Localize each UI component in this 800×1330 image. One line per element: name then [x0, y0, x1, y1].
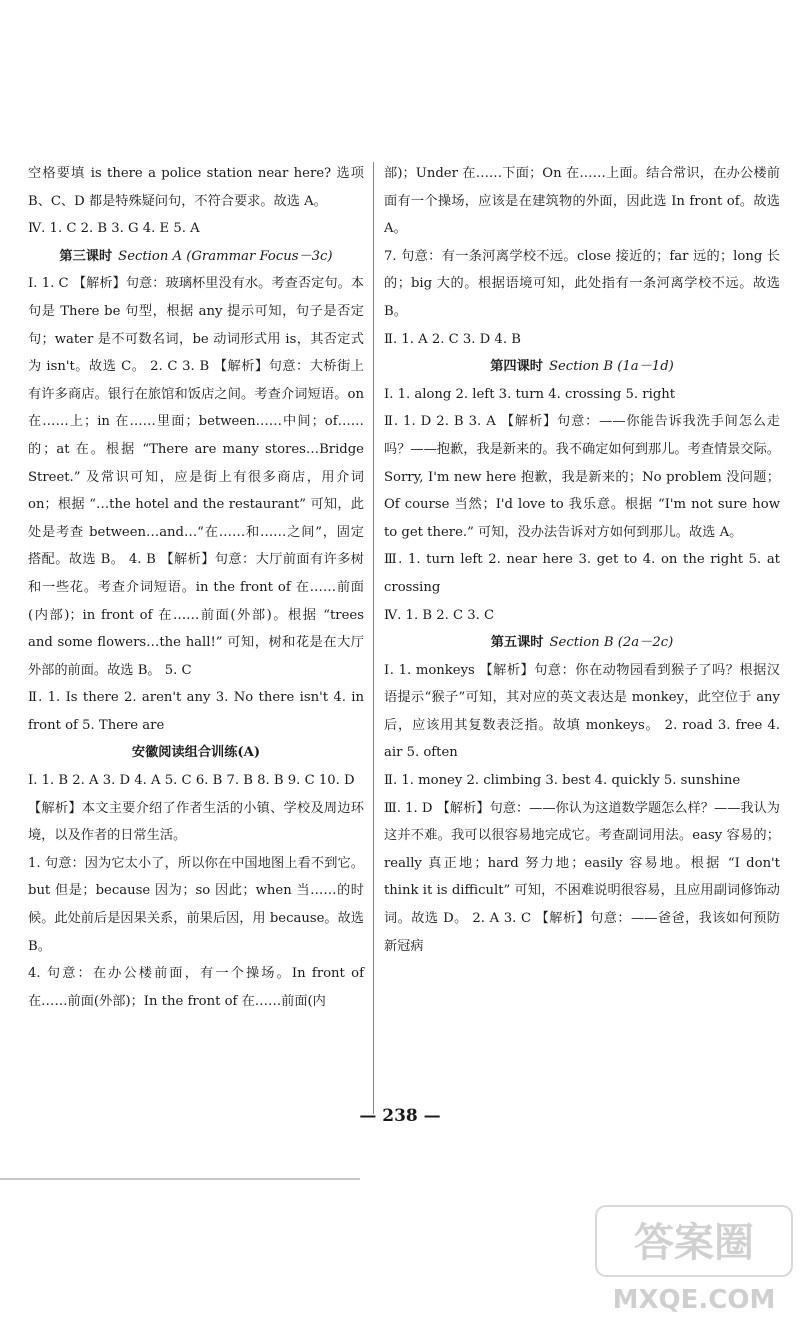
- section-heading-subtitle: Section A (Grammar Focus－3c): [118, 248, 333, 264]
- answer-paragraph: Ⅰ. 1. monkeys 【解析】句意：你在动物园看到猴子了吗？根据汉语提示“猴子”可知，其对应的英文表达是 monkey，此空位于 any 后，应该用其复数表泛指。故填 monkeys。 2. road 3. free 4. air 5. often: [384, 662, 780, 761]
- answer-paragraph: 部)；Under 在……下面；On 在……上面。结合常识，在办公楼前面有一个操场，应该是在建筑物的外面，因此选 In front of。故选 A。: [384, 166, 780, 237]
- footer-rule: [0, 1178, 360, 1180]
- answer-paragraph: Ⅰ. 1. along 2. left 3. turn 4. crossing 5. right: [384, 386, 676, 402]
- answer-paragraph: 【解析】本文主要介绍了作者生活的小镇、学校及周边环境，以及作者的日常生活。: [28, 800, 364, 844]
- section-heading-subtitle: Section B (2a－2c): [549, 635, 674, 651]
- left-column: [28, 160, 364, 1015]
- answer-paragraph: 1. 句意：因为它太小了，所以你在中国地图上看不到它。but 但是；because 因为；so 因此；when 当……的时候。此处前后是因果关系，前果后因，用 because。故选 B。: [28, 855, 364, 954]
- watermark-bottom-text: MXQE.COM: [612, 1285, 776, 1315]
- answer-paragraph: Ⅳ. 1. B 2. C 3. C: [384, 607, 495, 623]
- answer-paragraph: Ⅱ. 1. A 2. C 3. D 4. B: [384, 331, 521, 347]
- watermark-top-text: 答案圈: [634, 1220, 754, 1266]
- column-divider: [373, 162, 374, 1114]
- section-heading-title: 第四课时: [490, 359, 543, 375]
- watermark-logo: [594, 1204, 794, 1322]
- answer-paragraph: Ⅱ. 1. money 2. climbing 3. best 4. quickly 5. sunshine: [384, 773, 741, 789]
- answer-paragraph: Ⅰ. 1. C 【解析】句意：玻璃杯里没有水。考查否定句。本句是 There be 句型，根据 any 提示可知，句子是否定句；water 是不可数名词，be 动词形式用 is，其否定式为 isn't。故选 C。 2. C 3. B 【解析】句意：大桥街上有许多商店。银行在旅馆和饭店之间。考查介词短语。on 在……上；in 在……里面；between……中间；of……的；at 在。根据 “There are many stores…Bridge Street.” 及常识可知，应是街上有很多商店，用介词 on；根据 “…the hotel and the restaurant” 可知，此处是考查 between…and…“在……和……之间”，固定搭配。故选 B。 4. B 【解析】句意：大厅前面有许多树和一些花。考查介词短语。in the front of 在……前面(内部)；in front of 在……前面(外部)。根据 “trees and some flowers…the hall!” 可知，树和花是在大厅外部的前面。故选 B。 5. C: [28, 276, 364, 678]
- answer-paragraph: Ⅲ. 1. turn left 2. near here 3. get to 4. on the right 5. at crossing: [384, 552, 780, 595]
- section-heading: [28, 739, 364, 767]
- section-heading: [384, 629, 780, 657]
- answer-paragraph: Ⅰ. 1. B 2. A 3. D 4. A 5. C 6. B 7. B 8. B 9. C 10. D: [28, 773, 355, 789]
- answer-paragraph: 空格要填 is there a police station near here? 选项 B、C、D 都是特殊疑问句，不符合要求。故选 A。: [28, 166, 364, 209]
- section-heading-title: 第五课时: [490, 635, 544, 651]
- section-heading-subtitle: Section B (1a－1d): [548, 359, 674, 375]
- page-number: — 238 —: [359, 1106, 441, 1126]
- section-heading: [28, 243, 364, 271]
- answer-paragraph: Ⅳ. 1. C 2. B 3. G 4. E 5. A: [28, 221, 200, 237]
- answer-paragraph: Ⅲ. 1. D 【解析】句意：——你认为这道数学题怎么样？——我认为这并不难。我可以很容易地完成它。考查副词用法。easy 容易的；really 真正地；hard 努力地；easily 容易地。根据 “I don't think it is difficult” 可知，不困难说明很容易，且应用副词修饰动词。故选 D。 2. A 3. C 【解析】句意：——爸爸，我该如何预防新冠病: [384, 800, 780, 954]
- section-heading-title: 第三课时: [59, 248, 113, 264]
- section-heading-title: 安徽阅读组合训练(A): [131, 745, 261, 761]
- answer-paragraph: 7. 句意：有一条河离学校不远。close 接近的；far 远的；long 长的；big 大的。根据语境可知，此处指有一条河离学校不远。故选 B。: [384, 248, 780, 319]
- section-heading: [384, 353, 780, 381]
- answer-paragraph: 4. 句意：在办公楼前面，有一个操场。In front of 在……前面(外部)；In the front of 在……前面(内: [28, 966, 364, 1009]
- right-column: [384, 160, 780, 960]
- answer-paragraph: Ⅱ. 1. Is there 2. aren't any 3. No there isn't 4. in front of 5. There are: [28, 690, 364, 733]
- answer-paragraph: Ⅱ. 1. D 2. B 3. A 【解析】句意：——你能告诉我洗手间怎么走吗？——抱歉，我是新来的。我不确定如何到那儿。考查情景交际。Sorry, I'm new here 抱歉，我是新来的；No problem 没问题；Of course 当然；I'd love to 我乐意。根据 “I'm not sure how to get there.” 可知，没办法告诉对方如何到那儿。故选 A。: [384, 414, 780, 540]
